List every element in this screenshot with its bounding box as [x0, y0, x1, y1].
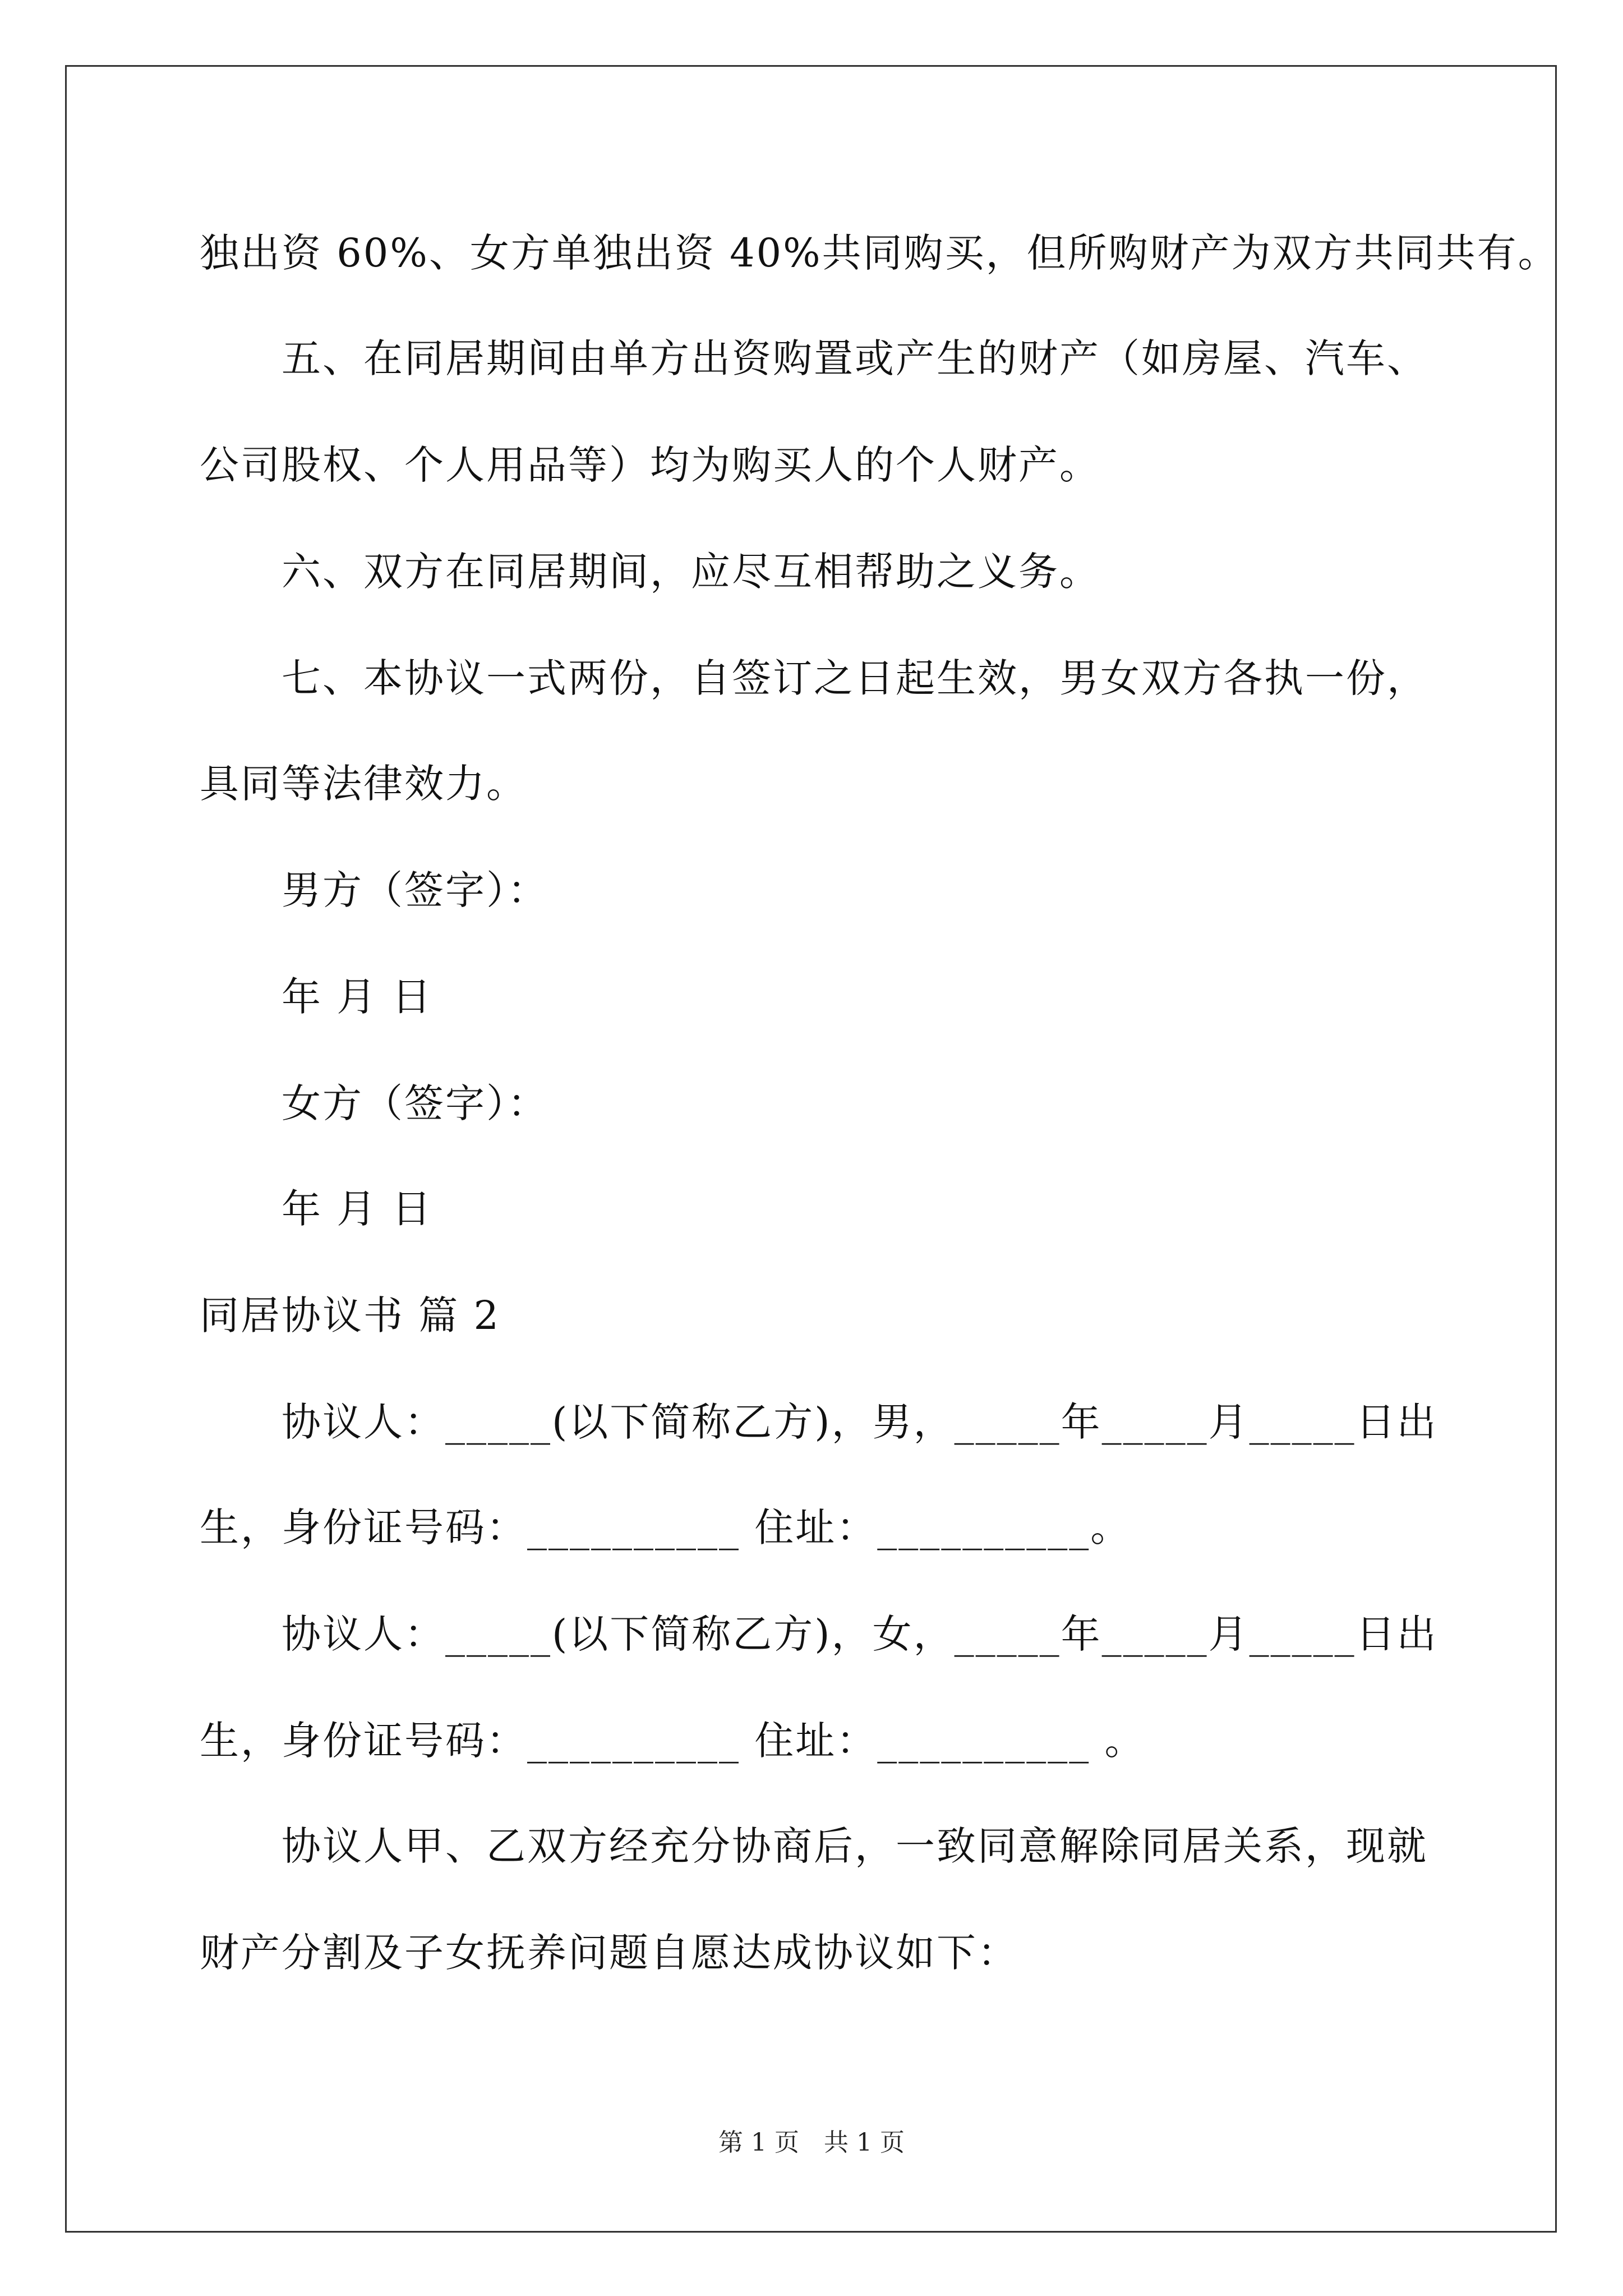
paragraph-line: 七、本协议一式两份，自签订之日起生效，男女双方各执一份， [282, 655, 1428, 701]
paragraph-line: 协议人：_____(以下简称乙方)，女，_____年_____月_____日出 [282, 1611, 1438, 1657]
date-line: 年 月 日 [282, 974, 433, 1020]
page-border [65, 65, 1557, 2233]
paragraph-line: 协议人甲、乙双方经充分协商后，一致同意解除同居关系，现就 [282, 1823, 1428, 1869]
date-line: 年 月 日 [282, 1186, 433, 1232]
paragraph-line: 生，身份证号码：__________ 住址：__________ 。 [200, 1718, 1146, 1764]
paragraph-line: 公司股权、个人用品等）均为购买人的个人财产。 [200, 442, 1100, 488]
paragraph-line: 五、在同居期间由单方出资购置或产生的财产（如房屋、汽车、 [282, 335, 1428, 381]
signature-label-male: 男方（签字）： [282, 867, 548, 913]
page-footer: 第 1 页 共 1 页 [718, 2128, 905, 2157]
paragraph-line: 协议人：_____(以下简称乙方)，男，_____年_____月_____日出 [282, 1399, 1438, 1445]
paragraph-line: 具同等法律效力。 [200, 761, 527, 807]
section-heading: 同居协议书 篇 2 [200, 1292, 501, 1338]
paragraph-line: 生，身份证号码：__________ 住址：__________。 [200, 1504, 1132, 1550]
paragraph-line: 财产分割及子女抚养问题自愿达成协议如下： [200, 1930, 1018, 1976]
signature-label-female: 女方（签字）： [282, 1080, 548, 1126]
paragraph-line: 六、双方在同居期间，应尽互相帮助之义务。 [282, 549, 1100, 595]
paragraph-line: 独出资 60%、女方单独出资 40%共同购买，但所购财产为双方共同共有。 [200, 230, 1559, 276]
